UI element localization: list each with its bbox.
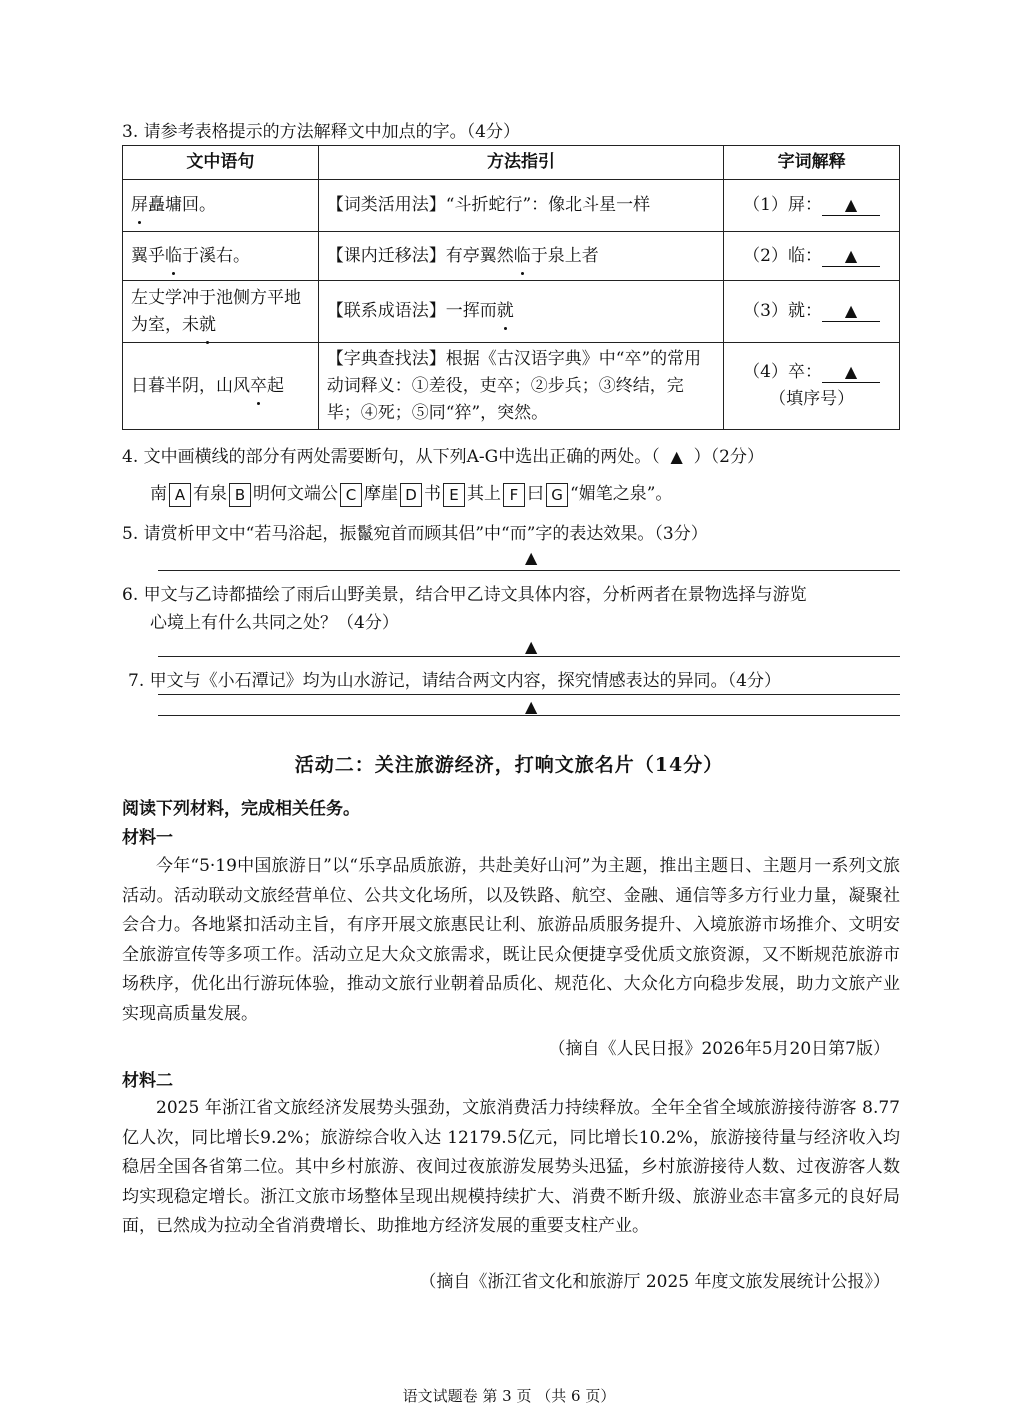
method-cell: 【词类活用法】“斗折蛇行”：像北斗星一样 (318, 180, 723, 232)
triangle-icon: ▲ (844, 301, 858, 320)
q3-table (122, 145, 900, 430)
triangle-icon: ▲ (525, 548, 538, 567)
method-cell: 【字典查找法】根据《古汉语字典》中“卒”的常用动词释义：①差役，吏卒；②步兵；③终结，完毕；④死；⑤同“猝”，突然。 (318, 343, 723, 430)
material-1-source: （摘自《人民日报》2026年5月20日第7版） (548, 1039, 890, 1059)
material-1-text: 今年“5·19中国旅游日”以“乐享品质旅游，共赴美好山河”为主题，推出主题日、主题月一系列文旅活动。活动联动文旅经营单位、公共文化场所，以及铁路、航空、金融、通信等多方行业力量，凝聚社会合力。各地紧扣活动主旨，有序开展文旅惠民让利、旅游品质服务提升、入境旅游市场推介、文明安全旅游宣传等多项工作。活动立足大众文旅需求，既让民众便捷享受优质文旅资源，又不断规范旅游市场秩序，优化出行游玩体验，推动文旅行业朝着品质化、规范化、大众化方向稳步发展，助力文旅产业实现高质量发展。 (122, 856, 900, 1024)
material-1-label: 材料一 (122, 828, 173, 848)
sentence-cell: 屏矗墉回。 (123, 180, 319, 232)
dotted-char: 屏 (131, 192, 148, 219)
answer-cell: （1）屏： ▲ (724, 180, 900, 232)
answer-cell: （3）就： ▲ (724, 281, 900, 343)
answer-line[interactable] (158, 570, 900, 571)
instructions: 阅读下列材料，完成相关任务。 (122, 799, 360, 819)
option-box-d[interactable]: D (400, 483, 422, 507)
option-box-c[interactable]: C (340, 483, 362, 507)
q3-prompt: 3. 请参考表格提示的方法解释文中加点的字。（4分） (122, 122, 520, 142)
sentence-cell: 左丈学冲于池侧方平地为室，未就 (123, 281, 319, 343)
triangle-icon: ▲ (525, 697, 538, 716)
header-method: 方法指引 (318, 146, 723, 180)
triangle-icon[interactable]: ▲ (670, 447, 683, 466)
option-box-g[interactable]: G (546, 483, 568, 507)
triangle-icon: ▲ (844, 195, 858, 214)
material-2-source: （摘自《浙江省文化和旅游厅 2025 年度文旅发展统计公报》） (419, 1272, 890, 1292)
answer-line[interactable] (158, 715, 900, 716)
triangle-icon: ▲ (525, 637, 538, 656)
q5-prompt: 5. 请赏析甲文中“若马浴起，振鬣宛首而顾其侣”中“而”字的表达效果。（3分） (122, 524, 708, 544)
page-footer: 语文试题卷 第 3 页 （共 6 页） (402, 1387, 616, 1405)
answer-line[interactable] (158, 694, 900, 695)
method-cell: 【课内迁移法】有亭翼然临于泉上者 (318, 232, 723, 281)
dotted-char: 卒 (250, 373, 267, 400)
q6-line1: 6. 甲文与乙诗都描绘了雨后山野美景，结合甲乙诗文具体内容，分析两者在景物选择与游览 (122, 585, 807, 605)
answer-line[interactable] (158, 656, 900, 657)
header-sentence: 文中语句 (123, 146, 319, 180)
q4-prompt: 4. 文中画横线的部分有两处需要断句，从下列A-G中选出正确的两处。（ ▲ ）（2分） (122, 447, 764, 467)
triangle-icon: ▲ (844, 362, 858, 381)
option-box-a[interactable]: A (169, 483, 191, 507)
triangle-icon: ▲ (844, 245, 858, 265)
option-box-f[interactable]: F (503, 483, 525, 507)
dotted-char: 就 (199, 312, 216, 339)
answer-blank[interactable] (822, 362, 880, 383)
answer-cell: （2）临： ▲ (724, 232, 900, 281)
option-box-b[interactable]: B (229, 483, 251, 507)
answer-blank[interactable] (822, 301, 880, 322)
header-answer: 字词解释 (724, 146, 900, 180)
answer-note: （填序号） (769, 389, 855, 409)
option-box-e[interactable]: E (443, 483, 465, 507)
section-title: 活动二：关注旅游经济，打响文旅名片（14分） (294, 754, 724, 776)
table-header-row (123, 146, 900, 180)
sentence-cell: 翼乎临于溪右。 (123, 232, 319, 281)
q6-line2: 心境上有什么共同之处？（4分） (150, 613, 399, 633)
sentence-cell: 日暮半阴，山风卒起 (123, 343, 319, 430)
table-row (123, 232, 900, 281)
answer-blank[interactable] (822, 246, 880, 267)
answer-blank[interactable] (822, 195, 880, 216)
answer-cell: （4）卒： ▲ （填序号） (724, 343, 900, 430)
material-2-label: 材料二 (122, 1071, 173, 1091)
table-row (123, 343, 900, 430)
table-row (123, 281, 900, 343)
material-2-text: 2025 年浙江省文旅经济发展势头强劲，文旅消费活力持续释放。全年全省全域旅游接待游客 8.77亿人次，同比增长9.2%；旅游综合收入达 12179.5亿元，同比增长10.2%，旅游接待量与经济收入均稳居全国各省第二位。其中乡村旅游、夜间过夜旅游发展势头迅猛，乡村旅游接待人数、过夜游客人数均实现稳定增长。浙江文旅市场整体呈现出规模持续扩大、消费不断升级、旅游业态丰富多元的良好局面，已然成为拉动全省消费增长、助推地方经济发展的重要支柱产业。 (122, 1098, 900, 1236)
q4-sentence: 南 A 有泉 B 明何文端公 C 摩崖 D 书 E 其上 F 曰 G “媚笔之泉”。 (150, 479, 672, 507)
q7-prompt: 7. 甲文与《小石潭记》均为山水游记，请结合两文内容，探究情感表达的异同。（4分） (128, 671, 781, 691)
method-cell: 【联系成语法】一挥而就 (318, 281, 723, 343)
dotted-char: 临 (165, 243, 182, 270)
table-row (123, 180, 900, 232)
